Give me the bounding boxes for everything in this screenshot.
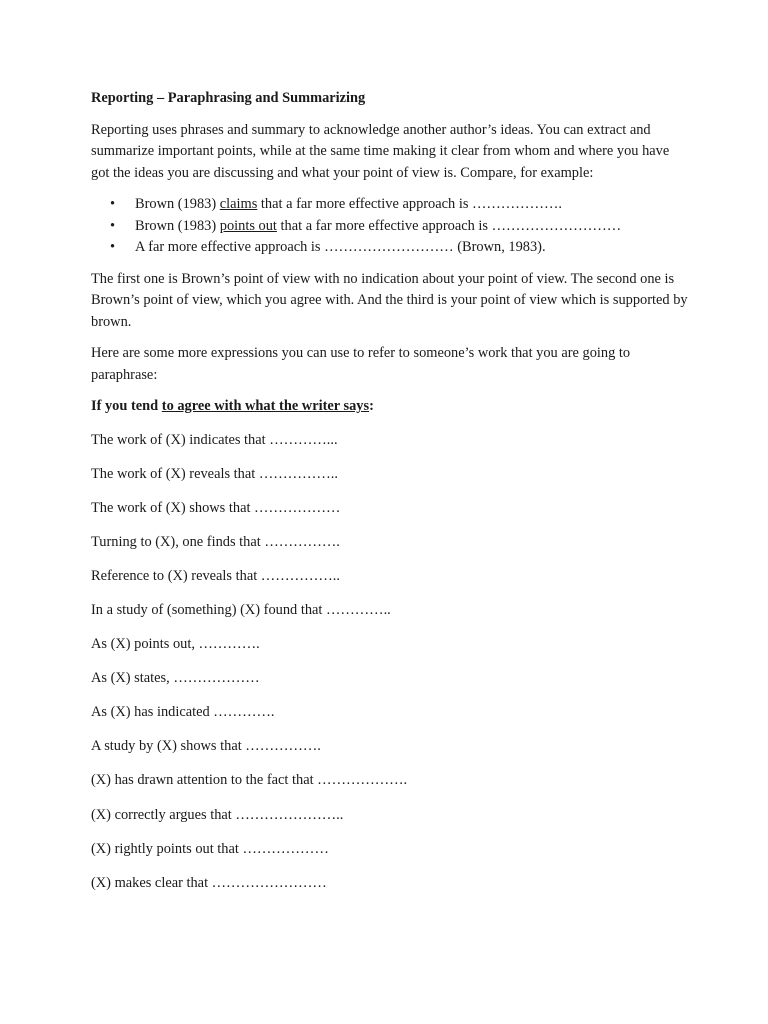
subheading-underlined: to agree with what the writer says: [161, 398, 370, 414]
subheading-pre: If you tend: [91, 398, 162, 414]
explanation-paragraph: The first one is Brown’s point of view with no indication about your point of view. The second one is Brown’s point of view, which you agree with. And the third is your point of view which is supported by brown.: [91, 270, 688, 330]
expression-line: Reference to (X) reveals that ……………..: [91, 567, 340, 584]
bullet-text-underlined: points out: [219, 217, 277, 234]
expression-line: (X) rightly points out that ………………: [91, 840, 329, 857]
expression-line: (X) has drawn attention to the fact that ……………….: [91, 772, 408, 789]
expression-list: [91, 430, 691, 895]
expression-line: As (X) states, ………………: [91, 670, 260, 687]
more-expressions-paragraph: Here are some more expressions you can use to refer to someone’s work that you are going to paraphrase:: [91, 345, 631, 383]
bullet-text-post: that a far more effective approach is ……………….: [257, 196, 562, 212]
example-bullet-list: [91, 194, 691, 259]
bullet-text-underlined: claims: [219, 196, 258, 212]
bullet-item: [110, 194, 691, 216]
document-heading: Reporting – Paraphrasing and Summarizing: [91, 90, 366, 106]
bullet-icon: •: [110, 196, 116, 212]
expression-line: The work of (X) indicates that …………...: [91, 431, 338, 448]
expression-line: As (X) has indicated ………….: [91, 704, 275, 721]
bullet-icon: •: [110, 217, 116, 234]
document-page: [91, 88, 691, 907]
bullet-text-pre: Brown (1983): [135, 217, 220, 234]
expression-line: Turning to (X), one finds that …………….: [91, 533, 340, 550]
expression-line: (X) makes clear that ……………………: [91, 874, 327, 891]
bullet-icon: •: [110, 239, 116, 255]
expression-line: The work of (X) shows that ………………: [91, 499, 341, 516]
bullet-text-post: that a far more effective approach is ………………………: [276, 217, 622, 234]
expression-line: The work of (X) reveals that ……………..: [91, 465, 338, 482]
expression-line: A study by (X) shows that …………….: [91, 738, 321, 755]
expression-line: (X) correctly argues that …………………..: [91, 806, 344, 823]
bullet-text-pre: Brown (1983): [135, 196, 220, 212]
intro-paragraph: Reporting uses phrases and summary to acknowledge another author’s ideas. You can extract and summarize important points, while at the same time making it clear from whom and where you have got the ideas you are discussing and what your point of view is. Compare, for example:: [91, 121, 670, 181]
expression-line: As (X) points out, ………….: [91, 636, 260, 653]
bullet-item: [110, 216, 691, 238]
bullet-item: [110, 237, 691, 259]
agree-subheading: [91, 396, 691, 418]
expression-line: In a study of (something) (X) found that …………..: [91, 601, 391, 618]
subheading-post: :: [369, 398, 374, 414]
bullet-text-pre: A far more effective approach is ……………………… (Brown, 1983).: [135, 239, 546, 255]
